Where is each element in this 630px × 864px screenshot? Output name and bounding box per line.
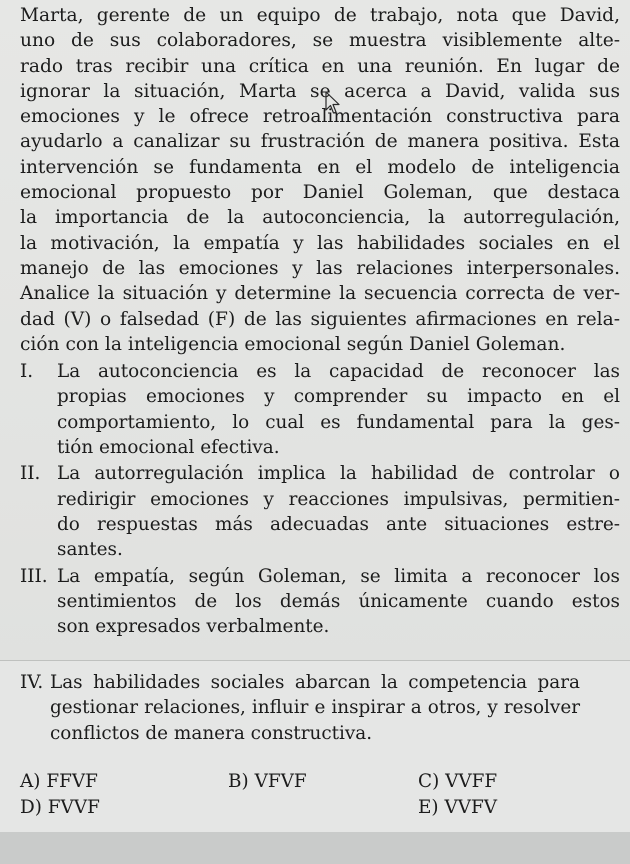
statement-number: III. — [20, 565, 48, 587]
stem-line: ignorar la situación, Marta se acerca a David, valida sus — [20, 80, 620, 102]
statement-line: redirigir emociones y reacciones impulsivas, permitien- — [57, 488, 620, 510]
option-letter: C) — [418, 771, 440, 792]
statement-1 — [20, 359, 620, 460]
statement-line: La autorregulación implica la habilidad de controlar o — [57, 463, 620, 485]
stem-line: emociones y le ofrece retroalimentación constructiva para — [20, 106, 620, 128]
statement-line: gestionar relaciones, influir e inspirar a otros, y resolver — [50, 697, 580, 719]
statement-line: sentimientos de los demás únicamente cuando estos — [57, 590, 620, 612]
option-letter: D) — [20, 797, 42, 818]
option-letter: B) — [228, 771, 249, 792]
statement-2 — [20, 461, 620, 562]
stem-line: ción con la inteligencia emocional según Daniel Goleman. — [20, 333, 566, 355]
option-value: FFVF — [46, 771, 98, 792]
stem-line: Analice la situación y determine la secuencia correcta de ver- — [20, 283, 620, 305]
option-e[interactable] — [418, 794, 497, 822]
statement-line: propias emociones y comprender su impacto en el — [57, 386, 620, 408]
page-bottom-edge — [0, 832, 630, 864]
mouse-pointer-icon — [325, 91, 341, 115]
question-lower-section — [20, 670, 580, 746]
option-value: FVVF — [47, 797, 100, 818]
stem-line: Marta, gerente de un equipo de trabajo, nota que David, — [20, 5, 620, 26]
stem-line: rado tras recibir una crítica en una reunión. En lugar de — [20, 55, 620, 77]
stem-line: uno de sus colaboradores, se muestra visiblemente alte- — [20, 30, 620, 52]
option-c[interactable] — [418, 768, 497, 796]
option-letter: A) — [20, 771, 41, 792]
option-letter: E) — [418, 797, 439, 818]
statement-line: comportamiento, lo cual es fundamental para la ges- — [57, 411, 620, 433]
stem-line: emocional propuesto por Daniel Goleman, que destaca — [20, 182, 620, 204]
option-value: VFVF — [254, 771, 307, 792]
stem-line: ayudarlo a canalizar su frustración de manera positiva. Esta — [20, 131, 620, 153]
statement-line: La autoconciencia es la capacidad de reconocer las — [57, 361, 620, 383]
stem-line: manejo de las emociones y las relaciones interpersonales. — [20, 257, 620, 279]
statement-number: II. — [20, 463, 41, 485]
statement-4 — [20, 670, 580, 746]
statement-line: do respuestas más adecuadas ante situaciones estre- — [57, 513, 620, 535]
question-stem — [20, 0, 620, 357]
statement-line: La empatía, según Goleman, se limita a reconocer los — [57, 565, 620, 587]
option-d[interactable] — [20, 794, 100, 822]
statement-line: conflictos de manera constructiva. — [50, 722, 373, 744]
question-upper-section — [20, 0, 620, 639]
option-b[interactable] — [228, 768, 307, 796]
statement-number: IV. — [20, 672, 44, 693]
statement-line: Las habilidades sociales abarcan la competencia para — [50, 672, 580, 693]
stem-line: dad (V) o falsedad (F) de las siguientes afirmaciones en rela- — [20, 308, 620, 330]
option-value: VVFV — [444, 797, 498, 818]
stem-line: la motivación, la empatía y las habilidades sociales en el — [20, 232, 620, 254]
statement-number: I. — [20, 361, 34, 383]
statement-line: tión emocional efectiva. — [57, 437, 280, 459]
option-a[interactable] — [20, 768, 98, 796]
statement-3 — [20, 564, 620, 640]
statement-line: santes. — [57, 539, 123, 561]
stem-line: intervención se fundamenta en el modelo de inteligencia — [20, 156, 620, 178]
statement-line: son expresados verbalmente. — [57, 616, 330, 638]
stem-line: la importancia de la autoconciencia, la autorregulación, — [20, 207, 620, 229]
option-value: VVFF — [445, 771, 498, 792]
